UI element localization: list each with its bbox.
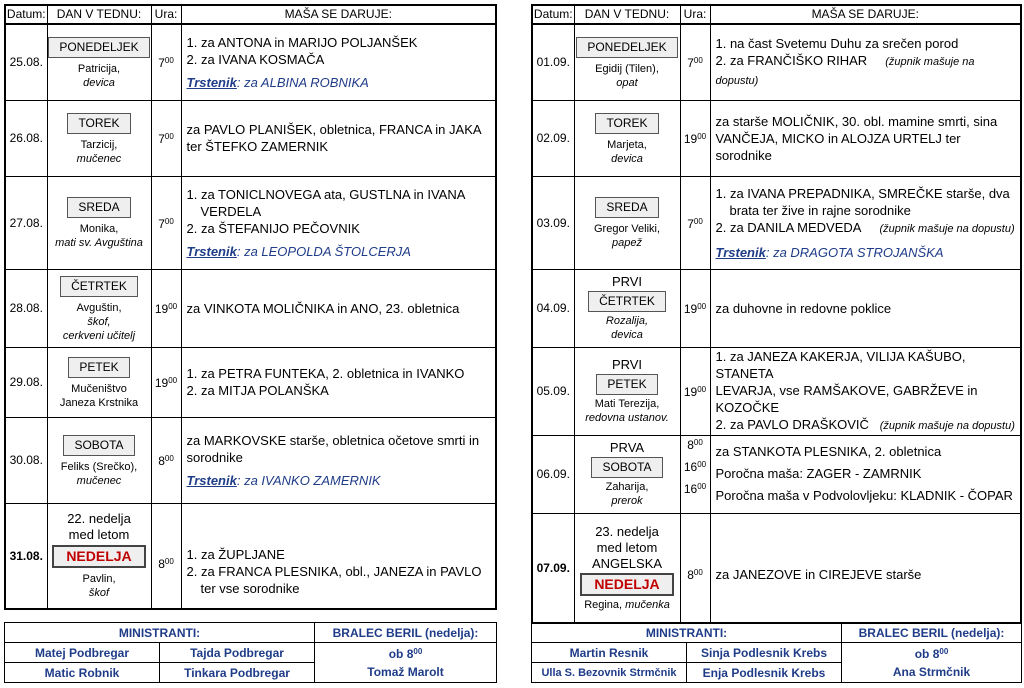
saint-name: Avguštin, xyxy=(76,301,122,314)
mass-intention: ter ŠTEFKO ZAMERNIK xyxy=(186,139,329,154)
mass-intention: VERDELA xyxy=(200,203,262,219)
table-row xyxy=(5,503,496,609)
saint-title: škof, xyxy=(87,315,111,328)
saint-name: Rozalija, xyxy=(605,315,649,327)
bralec-title: BRALEC BERIL (nedelja): xyxy=(315,623,497,643)
sunday-label: med letom xyxy=(68,527,130,543)
ministrant-name: Sinja Podlesnik Krebs xyxy=(687,643,842,663)
mass-intention: 1. za ŽUPLJANE xyxy=(186,547,285,563)
mass-time: $19^{00}$ xyxy=(683,385,707,399)
right-schedule xyxy=(531,4,1022,624)
saint-name: Mati Terezija, xyxy=(594,398,660,410)
saint-name: Patricija, xyxy=(77,62,121,75)
day-name: NEDELJA xyxy=(580,573,673,596)
mass-intention: 2. za FRANCA PLESNIKA, obl., JANEZA in PAVLO xyxy=(186,564,482,580)
right-schedule-table xyxy=(531,4,1022,624)
left-schedule xyxy=(4,4,497,610)
mass-time: $19^{00}$ xyxy=(683,132,707,146)
saint-name: Pavlin, xyxy=(82,573,116,586)
day-name: NEDELJA xyxy=(52,545,145,568)
row-date: 30.08. xyxy=(5,417,47,503)
table-row xyxy=(532,176,1021,269)
mass-intention: Poročna maša v Podvolovljeku: KLADNIK - ČOPAR xyxy=(715,488,1013,503)
row-date: 02.09. xyxy=(532,100,574,176)
header-day: DAN V TEDNU: xyxy=(574,5,680,24)
table-row xyxy=(5,176,496,269)
mass-time: $8^{00}$ xyxy=(687,567,703,582)
day-name: SOBOTA xyxy=(63,435,134,456)
saint-name: Tarzicij, xyxy=(80,138,118,151)
row-date: 04.09. xyxy=(532,269,574,347)
mass-intention: za STANKOTA PLESNIKA, 2. obletnica xyxy=(715,444,942,459)
day-name: SREDA xyxy=(595,197,658,218)
ministrant-name: Ulla S. Bezovnik Strmčnik xyxy=(532,663,687,683)
bralec-cell xyxy=(842,643,1022,683)
table-row xyxy=(5,269,496,347)
row-date: 05.09. xyxy=(532,347,574,435)
saint-title: devica xyxy=(611,152,643,165)
sunday-label: med letom xyxy=(596,539,658,555)
bralec-cell xyxy=(315,643,497,683)
mass-intention: 2. za DANILA MEDVEDA (župnik mašuje na dopustu) xyxy=(715,219,1015,235)
mass-intention: za duhovne in redovne poklice xyxy=(715,300,892,316)
mass-intention: za PAVLO PLANIŠEK, obletnica, FRANCA in JAKA xyxy=(186,122,482,137)
saint-title: devica xyxy=(83,76,115,89)
table-row xyxy=(532,513,1021,623)
mass-intention: brata ter žive in rajne sorodnike xyxy=(729,202,911,218)
mass-intention: Poročna maša: ZAGER - ZAMRNIK xyxy=(715,466,922,481)
row-date: 31.08. xyxy=(5,503,47,609)
sunday-label: 22. nedelja xyxy=(67,511,131,527)
day-name: SREDA xyxy=(67,197,130,218)
bralec-time: ob $8^{00}$ xyxy=(388,646,423,661)
mass-intention: 1. za IVANA PREPADNIKA, SMREČKE starše, dva xyxy=(715,185,1010,201)
ministranti-title: MINISTRANTI: xyxy=(532,623,842,643)
saint-title: devica xyxy=(611,329,643,341)
day-name: PONEDELJEK xyxy=(576,37,677,58)
header-mass: MAŠA SE DARUJE: xyxy=(181,5,496,24)
table-row xyxy=(5,347,496,417)
mass-intention: sorodnike xyxy=(186,449,243,465)
table-row xyxy=(532,24,1021,100)
trstenik-note: Trstenik: za ALBINA ROBNIKA xyxy=(186,74,369,90)
mass-time: $19^{00}$ xyxy=(154,302,178,316)
mass-intention: 1. za ANTONA in MARIJO POLJANŠEK xyxy=(186,34,418,50)
mass-time: $8^{00}$ xyxy=(687,437,703,452)
mass-intention: VANČEJA, MICKO in ALOJZA URTELJ ter sorodnike xyxy=(715,130,961,163)
mass-time: $16^{00}$ xyxy=(683,459,707,474)
bralec-name: Ana Strmčnik xyxy=(892,664,971,679)
mass-intention: 2. za ŠTEFANIJO PEČOVNIK xyxy=(186,220,360,236)
pastor-note: (župnik mašuje na dopustu) xyxy=(715,55,975,87)
row-date: 28.08. xyxy=(5,269,47,347)
saint-name: Egidij (Tilen), xyxy=(595,62,659,75)
table-row xyxy=(5,417,496,503)
ministrant-name: Matej Podbregar xyxy=(5,643,160,663)
left-schedule-table xyxy=(4,4,497,610)
saint-name: Regina, mučenka xyxy=(584,598,670,611)
left-servers-table xyxy=(4,622,497,683)
mass-intention: 2. za FRANČIŠKO RIHAR (župnik mašuje na dopustu) xyxy=(715,52,975,87)
pastor-note: (župnik mašuje na dopustu) xyxy=(879,222,1015,235)
mass-time: $7^{00}$ xyxy=(158,56,174,71)
ministrant-name: Tajda Podbregar xyxy=(160,643,315,663)
mass-time: $7^{00}$ xyxy=(687,216,703,231)
mass-time: $19^{00}$ xyxy=(683,302,707,316)
day-name: SOBOTA xyxy=(591,457,662,478)
ministrant-name: Martin Resnik xyxy=(532,643,687,663)
mass-intention: 2. za IVANA KOSMAČA xyxy=(186,51,325,67)
mass-intention: ter vse sorodnike xyxy=(200,581,300,597)
mass-intention: 1. za TONICLNOVEGA ata, GUSTLNA in IVANA xyxy=(186,186,466,202)
mass-time: $16^{00}$ xyxy=(683,481,707,496)
row-date: 07.09. xyxy=(532,513,574,623)
ministranti-title: MINISTRANTI: xyxy=(5,623,315,643)
ministrant-name: Matic Robnik xyxy=(5,663,160,683)
table-row xyxy=(532,100,1021,176)
sunday-label: ANGELSKA xyxy=(591,555,663,571)
sunday-label: 23. nedelja xyxy=(595,523,659,539)
row-date: 25.08. xyxy=(5,24,47,100)
mass-time: $8^{00}$ xyxy=(158,454,174,468)
saint-title: Janeza Krstnika xyxy=(59,396,139,409)
right-servers-table xyxy=(531,622,1022,683)
row-date: 01.09. xyxy=(532,24,574,100)
table-row xyxy=(532,269,1021,347)
saint-title: prerok xyxy=(611,495,643,507)
row-date: 06.09. xyxy=(532,435,574,513)
saint-name: Zaharija, xyxy=(605,481,649,493)
mass-time: $7^{00}$ xyxy=(158,132,174,146)
header-date: Datum: xyxy=(5,5,47,24)
mass-intention: 1. na čast Svetemu Duhu za srečen porod xyxy=(715,35,959,51)
table-row xyxy=(532,347,1021,435)
right-servers xyxy=(531,622,1022,683)
mass-intention: za VINKOTA MOLIČNIKA in ANO, 23. obletnica xyxy=(186,300,460,316)
first-label: PRVA xyxy=(609,440,645,455)
saint-title: mučenec xyxy=(76,474,122,487)
bralec-name: Tomaž Marolt xyxy=(367,664,444,679)
saint-title: mučenec xyxy=(76,152,122,165)
first-label: PRVI xyxy=(611,357,643,372)
row-date: 27.08. xyxy=(5,176,47,269)
mass-time: $19^{00}$ xyxy=(154,376,178,390)
header-mass: MAŠA SE DARUJE: xyxy=(710,5,1021,24)
table-row xyxy=(5,100,496,176)
row-date: 26.08. xyxy=(5,100,47,176)
ministrant-name: Tinkara Podbregar xyxy=(160,663,315,683)
day-name: PETEK xyxy=(68,357,129,378)
mass-intention: za starše MOLIČNIK, 30. obl. mamine smrti, sina xyxy=(715,113,998,129)
saint-title: cerkveni učitelj xyxy=(62,329,136,342)
day-name: PONEDELJEK xyxy=(48,37,149,58)
bralec-time: ob $8^{00}$ xyxy=(914,646,949,661)
row-date: 29.08. xyxy=(5,347,47,417)
trstenik-note: Trstenik: za DRAGOTA STROJANŠKA xyxy=(715,244,944,260)
day-name: TOREK xyxy=(595,113,658,134)
header-time: Ura: xyxy=(151,5,181,24)
saint-title: papež xyxy=(612,237,642,249)
left-servers xyxy=(4,622,497,683)
saint-name: Mučeništvo xyxy=(71,382,127,395)
pastor-note: (župnik mašuje na dopustu) xyxy=(879,419,1015,432)
trstenik-note: Trstenik: za IVANKO ZAMERNIK xyxy=(186,472,381,488)
saint-title: mati sv. Avguština xyxy=(55,237,143,249)
mass-time: $8^{00}$ xyxy=(158,556,174,571)
ministrant-name: Enja Podlesnik Krebs xyxy=(687,663,842,683)
saint-name: Marjeta, xyxy=(607,138,647,151)
header-day: DAN V TEDNU: xyxy=(47,5,151,24)
saint-title: škof xyxy=(88,587,110,600)
bralec-title: BRALEC BERIL (nedelja): xyxy=(842,623,1022,643)
row-date: 03.09. xyxy=(532,176,574,269)
day-name: TOREK xyxy=(67,113,130,134)
mass-intention: 2. za MITJA POLANŠKA xyxy=(186,383,329,398)
mass-intention: 1. za PETRA FUNTEKA, 2. obletnica in IVANKO xyxy=(186,366,465,381)
mass-intention: LEVARJA, vse RAMŠAKOVE, GABRŽEVE in KOZOČKE xyxy=(715,382,978,415)
mass-intention: za MARKOVSKE starše, obletnica očetove smrti in xyxy=(186,432,480,448)
saint-name: Feliks (Srečko), xyxy=(60,460,138,473)
trstenik-note: Trstenik: za LEOPOLDA ŠTOLCERJA xyxy=(186,243,411,259)
mass-time: $7^{00}$ xyxy=(687,56,703,71)
day-name: ČETRTEK xyxy=(588,291,666,312)
table-row xyxy=(5,24,496,100)
header-date: Datum: xyxy=(532,5,574,24)
header-time: Ura: xyxy=(680,5,710,24)
first-label: PRVI xyxy=(611,274,643,289)
day-name: ČETRTEK xyxy=(60,276,138,297)
table-row xyxy=(532,435,1021,513)
day-name: PETEK xyxy=(596,374,657,395)
saint-name: Monika, xyxy=(79,223,119,235)
mass-intention: 2. za PAVLO DRAŠKOVIČ (župnik mašuje na dopustu) xyxy=(715,416,1015,432)
mass-intention: 1. za JANEZA KAKERJA, VILIJA KAŠUBO, STANETA xyxy=(715,348,966,381)
saint-title: opat xyxy=(616,76,638,89)
mass-time: $7^{00}$ xyxy=(158,216,174,231)
saint-title: redovna ustanov. xyxy=(585,412,669,424)
saint-name: Gregor Veliki, xyxy=(593,223,661,235)
mass-intention: za JANEZOVE in CIREJEVE starše xyxy=(715,567,922,583)
